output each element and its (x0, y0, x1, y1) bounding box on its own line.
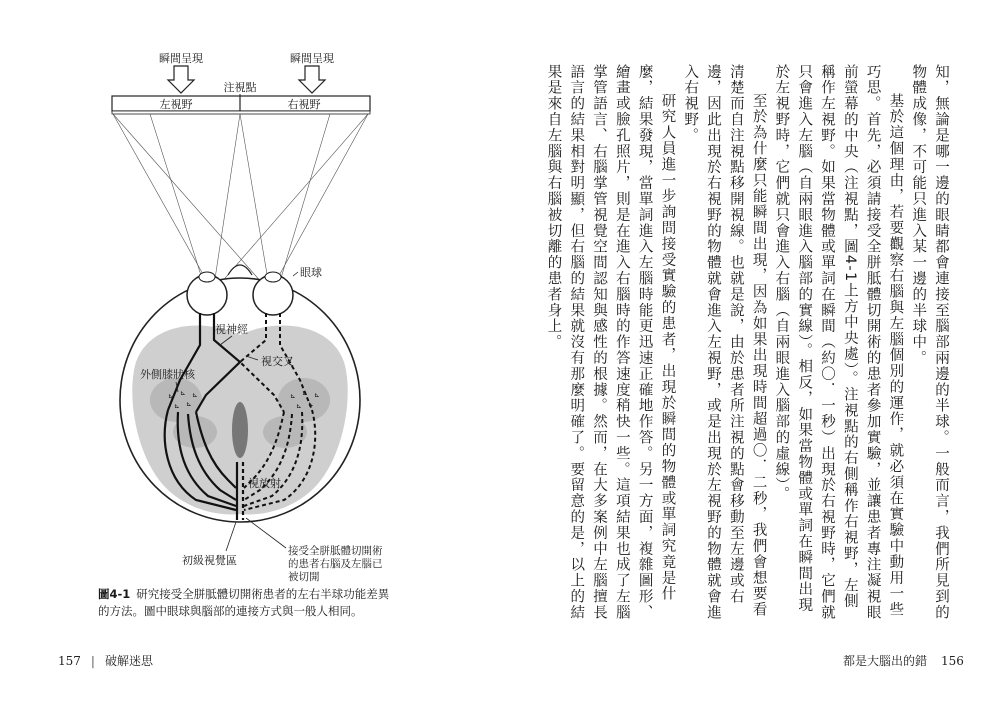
eyeball-left (187, 272, 227, 315)
stimulus-arrow-right (299, 66, 325, 93)
right-page-number: 156 (941, 654, 964, 668)
left-visual-field-label: 左視野 (159, 98, 193, 111)
left-page-number: 157 (58, 654, 81, 668)
footer-separator: | (90, 654, 95, 668)
figure-caption-text: 研究接受全胼胝體切開術患者的左右半球功能差異的方法。圖中眼球與腦部的連接方式與一般人相同。 (98, 587, 390, 618)
left-page-footer (58, 652, 153, 669)
visual-pathway-diagram (0, 0, 500, 590)
brain-hemispheres (132, 326, 347, 515)
chapter-title: 都是大腦出的錯 (843, 654, 928, 668)
lgn-label: 外側膝狀核 (140, 368, 195, 381)
body-paragraph-3: 至於為什麼只能瞬間出現，因為如果出現時間超過〇．二秒，我們會想要看清楚而自注視點移開視線。也就是說，由於患者所注視的點會移動至左邊或右邊，因此出現於右視野的物體就會進入左視野，或是出現於左視野的物體就會進入右視野。 (682, 64, 767, 621)
svg-text:⊾: ⊾ (192, 391, 198, 399)
svg-text:⊾: ⊾ (174, 402, 180, 410)
body-paragraph-4: 研究人員進一步詢問接受實驗的患者，出現於瞬間的物體或單詞究竟是什麼，結果發現，當單詞進入左腦時能更迅速正確地作答。另一方面，複雜圖形、繪畫或臉孔照片，則是在進入右腦時的作答速度稍快一些。這項結果也成了左腦掌管語言、右腦掌管視覺空間認知與感性的根據。然而，在大多案例中左腦擅長語言的結果相對明顯，但右腦的結果就沒有那麼明確了。要留意的是，以上的結果是來自左腦與右腦被切離的患者身上。 (545, 64, 676, 621)
visual-field-bar (112, 96, 370, 114)
body-paragraph-1: 知，無論是哪一邊的眼睛都會連接至腦部兩邊的半球。一般而言，我們所見到的物體成像，不可能只進入某一邊的半球中。 (910, 64, 949, 621)
svg-text:⊾: ⊾ (296, 402, 302, 410)
svg-text:⊾: ⊾ (314, 391, 320, 399)
svg-text:⊾: ⊾ (186, 400, 192, 408)
book-title: 破解迷思 (104, 654, 153, 668)
stimulus-label-left: 瞬間呈現 (159, 52, 203, 65)
eyeball-right (253, 272, 293, 315)
optic-radiation-label: 視放射 (248, 477, 281, 490)
svg-text:⊾: ⊾ (168, 392, 174, 400)
stimulus-arrow-left (168, 66, 194, 93)
figure-number: 圖4-1 (98, 587, 131, 601)
vertical-body-text (545, 64, 952, 624)
eyeball-label: 眼球 (300, 266, 322, 279)
body-paragraph-2: 基於這個理由，若要觀察右腦與左腦個別的運作，就必須在實驗中動用一些巧思。首先，必須請接受全胼胝體切開術的患者參加實驗，並讓患者專注凝視眼前螢幕的中央（注視點，圖4-1上方中央處）。注視點的右側稱作右視野，左側稱作左視野。如果當物體或單詞在瞬間（約〇．一秒）出現於右視野時，它們就只會進入左腦（自兩眼進入腦部的實線）。相反，如果當物體或單詞在瞬間出現於左視野時，它們就只會進入右腦（自兩眼進入腦部的虛線）。 (773, 64, 904, 621)
svg-text:⊾: ⊾ (308, 400, 314, 408)
svg-text:⊾: ⊾ (180, 389, 186, 397)
primary-visual-cortex-label: 初級視覺區 (182, 554, 237, 567)
callosotomy-label-line-2: 的患者右腦及左腦已 (288, 558, 383, 570)
stimulus-label-right: 瞬間呈現 (290, 52, 334, 65)
optic-chiasm-label: 視交叉 (261, 355, 294, 368)
callosotomy-label-line-1: 接受全胼胝體切開術 (288, 545, 383, 557)
right-page-footer (843, 652, 964, 669)
fixation-point-label: 注視點 (223, 81, 257, 94)
optic-nerve-label: 視神經 (215, 323, 248, 336)
svg-text:⊾: ⊾ (290, 392, 296, 400)
svg-text:⊾: ⊾ (302, 389, 308, 397)
figure-caption (98, 586, 398, 620)
callosotomy-label-line-3: 被切開 (288, 571, 320, 583)
right-visual-field-label: 右視野 (287, 98, 321, 111)
